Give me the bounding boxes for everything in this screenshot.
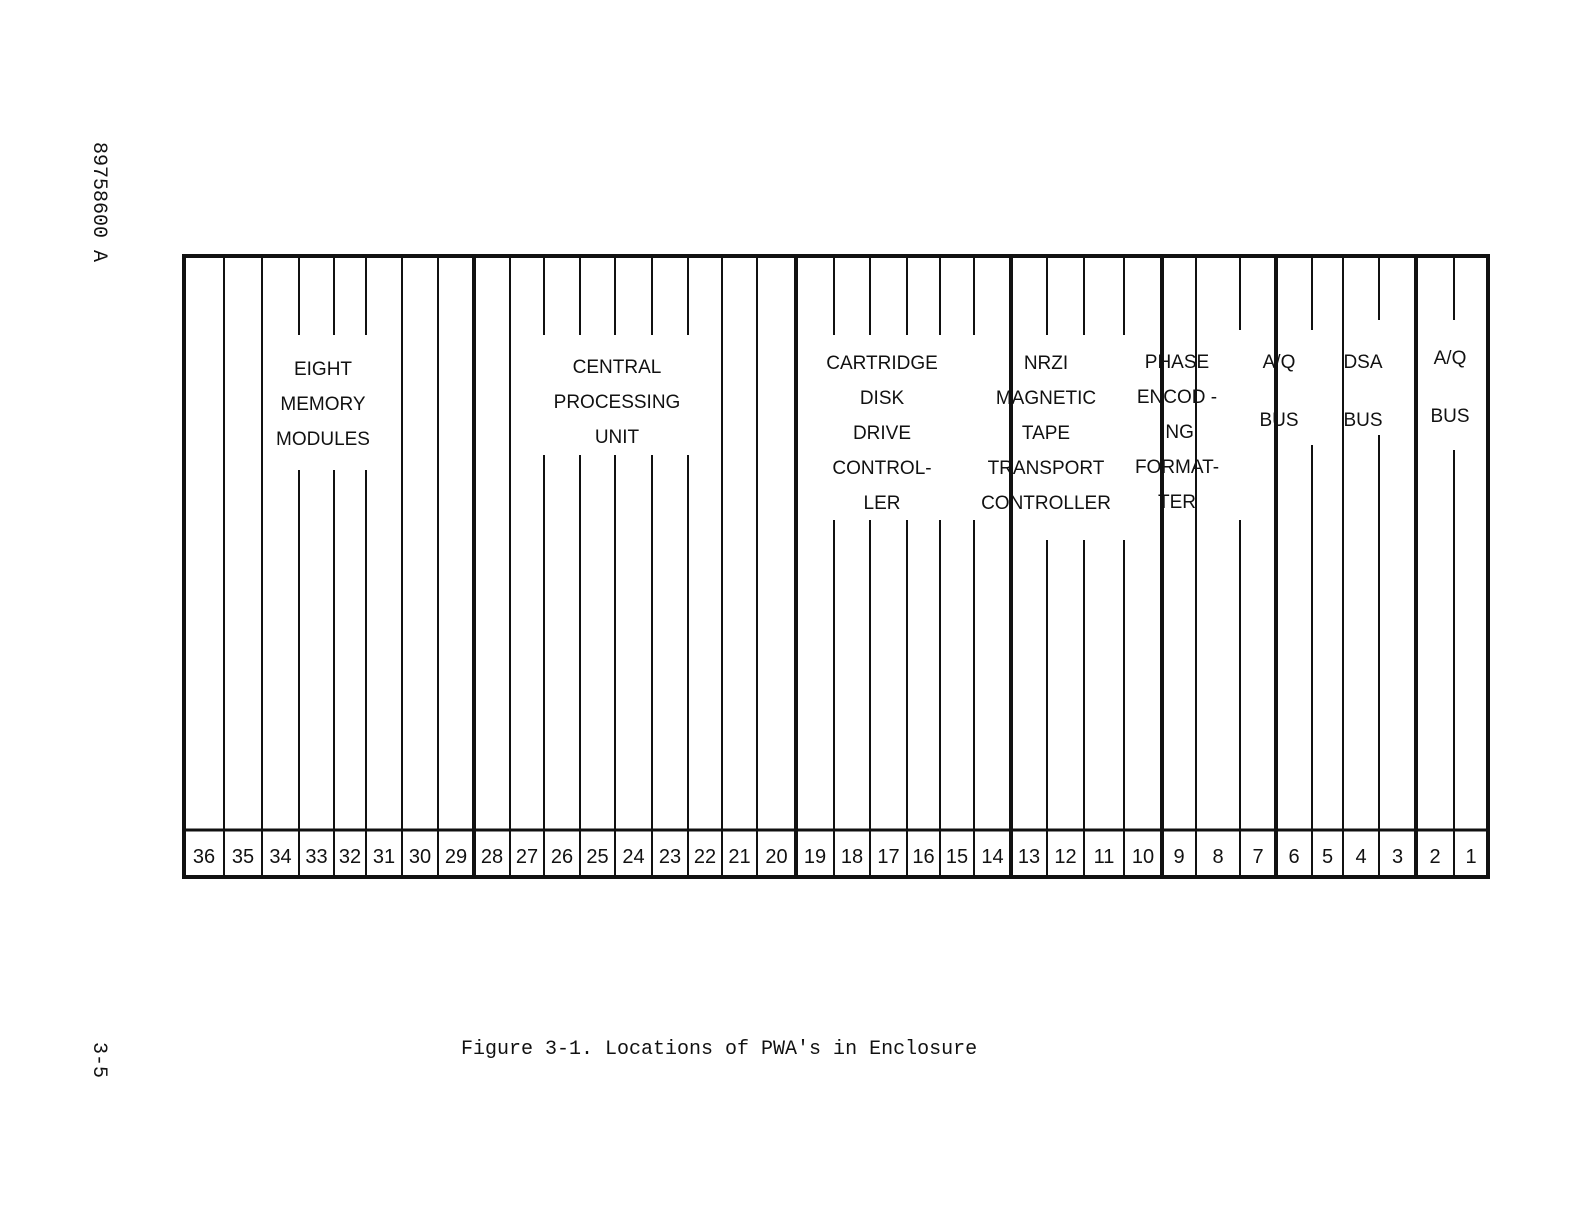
- slot-number: 7: [1252, 846, 1264, 868]
- slot-number: 36: [192, 846, 216, 868]
- slot-number: 32: [338, 846, 362, 868]
- group-label-disk: DISK: [859, 388, 905, 409]
- slot-number: 26: [550, 846, 574, 868]
- slot-number: 5: [1321, 846, 1334, 868]
- slot-number: 1: [1465, 846, 1477, 868]
- slot-number: 28: [480, 846, 504, 868]
- slot-number: 24: [622, 846, 645, 868]
- slot-number: 2: [1429, 846, 1441, 868]
- slot-number: 8: [1212, 846, 1224, 868]
- group-label-phase: ING: [1160, 422, 1194, 443]
- slot-number: 14: [981, 846, 1004, 868]
- slot-number: 34: [269, 846, 292, 868]
- slot-number: 23: [658, 846, 682, 868]
- group-label-aq-bus-2: BUS: [1430, 406, 1470, 427]
- slot-number: 16: [912, 846, 935, 868]
- slot-number: 4: [1355, 846, 1367, 868]
- slot-number: 18: [840, 846, 864, 868]
- group-label-tape: MAGNETIC: [995, 388, 1097, 409]
- slot-number: 13: [1017, 846, 1041, 868]
- group-label-tape: TRANSPORT: [987, 458, 1105, 479]
- group-label-memory: MEMORY: [280, 394, 366, 415]
- slot-number: 20: [765, 846, 788, 868]
- document-number: 89758600 A: [87, 142, 110, 263]
- group-label-aq-bus-1: BUS: [1259, 410, 1299, 431]
- enclosure-frame: [184, 256, 1488, 877]
- group-label-tape: NRZI: [1023, 353, 1069, 374]
- slot-number: 15: [945, 846, 969, 868]
- slot-number: 31: [372, 846, 396, 868]
- group-label-cpu: PROCESSING: [553, 392, 681, 413]
- slot-number: 9: [1173, 846, 1185, 868]
- slot-number: 27: [515, 846, 539, 868]
- group-label-cpu: CENTRAL: [572, 357, 662, 378]
- group-label-tape: TAPE: [1021, 423, 1071, 444]
- slot-number: 3: [1391, 846, 1404, 868]
- slot-number: 33: [305, 846, 328, 868]
- group-label-cpu: UNIT: [594, 427, 640, 448]
- group-label-phase: TER: [1158, 492, 1196, 513]
- group-label-dsa-bus: DSA: [1343, 352, 1383, 373]
- group-label-memory: EIGHT: [293, 359, 353, 380]
- group-label-phase: FORMAT-: [1134, 457, 1220, 478]
- group-label-memory: MODULES: [276, 429, 370, 450]
- slot-number: 6: [1288, 846, 1300, 868]
- group-label-disk: CONTROL-: [832, 458, 932, 479]
- group-label-phase: PHASE: [1144, 352, 1210, 373]
- group-label-aq-bus-1: A/Q: [1262, 352, 1296, 373]
- slot-number: 22: [693, 846, 717, 868]
- group-label-phase: ENCOD -: [1136, 387, 1218, 408]
- figure-caption: Figure 3-1. Locations of PWA's in Enclosure: [461, 1038, 978, 1061]
- group-label-dsa-bus: BUS: [1343, 410, 1383, 431]
- group-label-tape: CONTROLLER: [981, 493, 1111, 514]
- group-label-aq-bus-2: A/Q: [1433, 348, 1467, 369]
- group-label-disk: DRIVE: [852, 423, 912, 444]
- slot-number: 12: [1054, 846, 1077, 868]
- slot-number: 17: [877, 846, 900, 868]
- group-label-disk: CARTRIDGE: [826, 353, 938, 374]
- slot-number: 29: [444, 846, 468, 868]
- page-number: 3-5: [87, 1042, 110, 1079]
- slot-number: 21: [728, 846, 751, 868]
- slot-number: 11: [1093, 846, 1115, 868]
- group-label-disk: LER: [863, 493, 901, 514]
- slot-number: 10: [1131, 846, 1155, 868]
- slot-number: 19: [803, 846, 827, 868]
- slot-number: 30: [408, 846, 432, 868]
- slot-number: 25: [586, 846, 609, 868]
- slot-number: 35: [231, 846, 255, 868]
